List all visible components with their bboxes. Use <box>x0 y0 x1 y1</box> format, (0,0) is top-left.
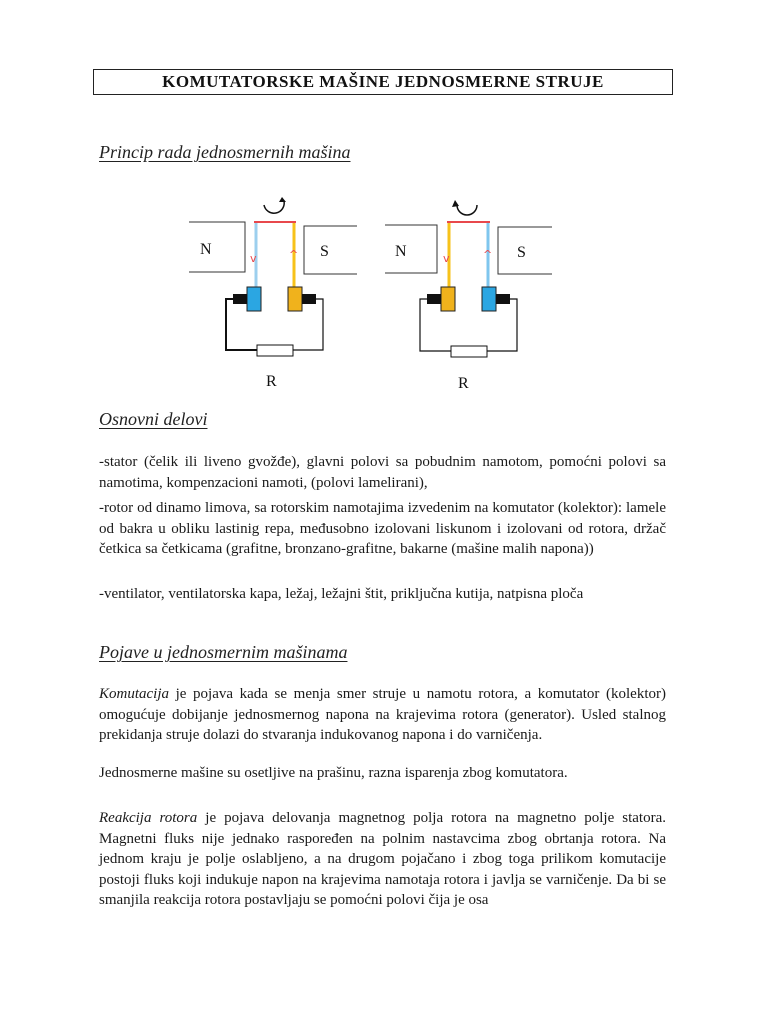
paragraph-stator: -stator (čelik ili liveno gvožđe), glavni polovi sa pobudnim namotom, pomoćni polovi sa namotima, kompenzacioni namoti, (polovi lamelirani), <box>99 454 666 491</box>
section-heading-basic-parts: Osnovni delovi <box>99 409 208 429</box>
paragraph-ventilator: -ventilator, ventilatorska kapa, ležaj, ležajni štit, priključna kutija, natpisna ploča <box>99 586 584 602</box>
resistor-right <box>451 346 487 357</box>
south-label-right: S <box>517 244 526 261</box>
section-heading-principle: Princip rada jednosmernih mašina <box>99 142 351 162</box>
diagram-right <box>385 200 552 392</box>
svg-text:v: v <box>443 252 450 265</box>
commutation-text: je pojava kada se menja smer struje u namotu rotora, a komutator (kolektor) omogućuje dobijanje jednosmernog napona na krajevima rotora (generator). Usled stalnog prekidanja struje dolazi do stvaranja indukovanog napona i do varničenja. <box>99 686 666 743</box>
section-heading-phenomena: Pojave u jednosmernim mašinama <box>99 642 348 662</box>
south-pole-left <box>304 226 357 274</box>
diagram-left <box>189 197 357 390</box>
svg-text:v: v <box>250 252 257 265</box>
paragraph-rotor: -rotor od dinamo limova, sa rotorskim namotajima izvedenim na komutator (kolektor): lamele od bakra u obliku lastinig repa, međusobno izolovani liskunom i izolovani od rotora, držač četkica sa četkicama (grafitne, bronzano-grafitne, bakarne (mašine malih napona)) <box>99 500 666 557</box>
north-label-left: N <box>200 241 212 258</box>
svg-text:^: ^ <box>483 248 493 261</box>
resistor-left <box>257 345 293 356</box>
term-reakcija-rotora: Reakcija rotora <box>99 810 198 826</box>
paragraph-dust: Jednosmerne mašine su osetljive na prašinu, razna isparenja zbog komutatora. <box>99 765 568 781</box>
resistor-label-right: R <box>458 375 469 392</box>
north-pole-right <box>385 225 437 273</box>
paragraph-commutation <box>99 684 666 746</box>
rotation-arrow-icon <box>264 201 284 213</box>
north-pole-left <box>189 222 245 272</box>
document-title: KOMUTATORSKE MAŠINE JEDNOSMERNE STRUJE <box>93 69 673 95</box>
armature-reaction-text: je pojava delovanja magnetnog polja rotora na magnetno polje statora. Magnetni fluks nije jednako raspoređen na polnim nastavcima zbog obrtanja rotora. Na jednom kraju je polje oslabljeno, a na drugom pojačano i zbog toga prilikom komutacije postoji fluks koji indukuje napon na krajevima namotaja rotora i javlja se varničenje. Da bi se smanjila reakcija rotora postavljaju se pomoćni polovi čija je osa <box>99 810 667 908</box>
resistor-label-left: R <box>266 373 277 390</box>
rotation-arrow-icon <box>457 205 477 215</box>
south-label-left: S <box>320 243 329 260</box>
dc-machine-diagram <box>0 0 768 400</box>
svg-text:^: ^ <box>289 248 299 261</box>
term-komutacija: Komutacija <box>99 686 169 702</box>
paragraph-armature-reaction <box>99 808 666 911</box>
north-label-right: N <box>395 243 407 260</box>
